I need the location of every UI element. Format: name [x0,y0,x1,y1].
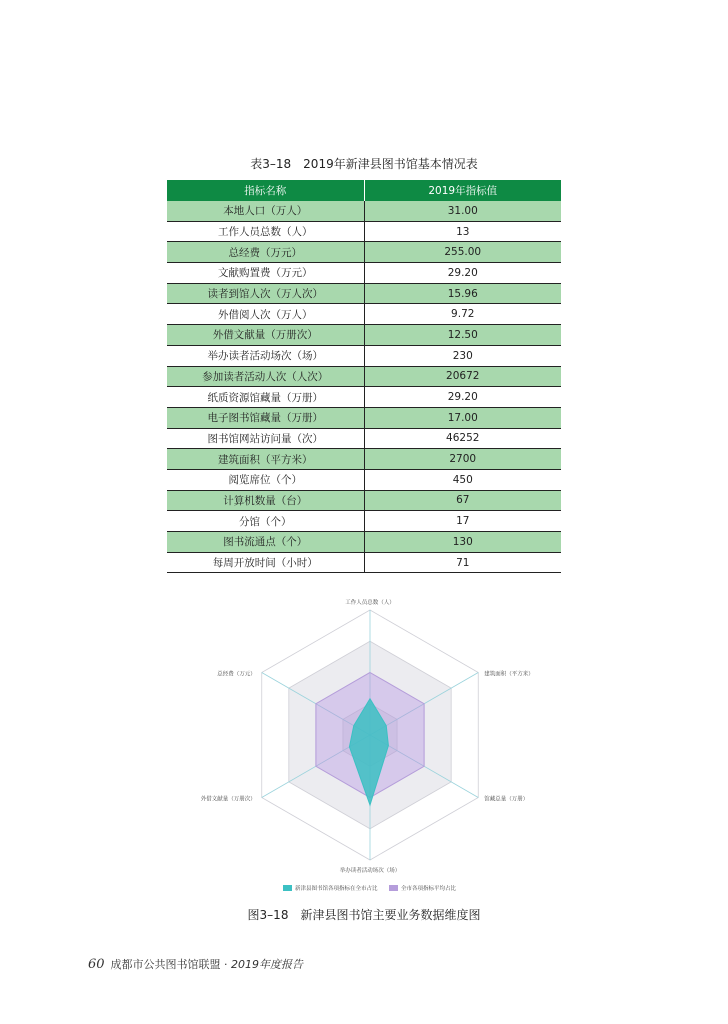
indicator-name-cell: 总经费（万元） [167,242,364,263]
legend-swatch [283,885,292,891]
indicator-name-cell: 外借文献量（万册次） [167,325,364,346]
indicator-value-cell: 130 [364,532,561,553]
radar-axis-label: 建筑面积（平方米） [484,671,534,678]
indicator-name-cell: 读者到馆人次（万人次） [167,283,364,304]
table-row [167,221,561,242]
indicator-value-cell: 31.00 [364,201,561,221]
footer-year: 2019年度报告 [231,958,304,971]
indicator-name-cell: 建筑面积（平方米） [167,449,364,470]
table-row [167,490,561,511]
table-row [167,242,561,263]
chart-caption: 图3–18 新津县图书馆主要业务数据维度图 [247,908,481,922]
radar-axis-label: 举办读者活动场次（场） [339,868,401,874]
table-row [167,428,561,449]
indicator-name-cell: 文献购置费（万元） [167,263,364,284]
radar-svg [165,585,575,900]
table-row [167,469,561,490]
legend-label: 全市各项指标平均占比 [401,886,457,892]
table-row [167,511,561,532]
indicator-value-cell: 17 [364,511,561,532]
footer-title: 成都市公共图书馆联盟 · [110,958,232,971]
indicator-value-cell: 12.50 [364,325,561,346]
indicator-name-cell: 参加读者活动人次（人次） [167,366,364,387]
table-row [167,345,561,366]
indicator-name-cell: 举办读者活动场次（场） [167,345,364,366]
indicator-value-cell: 450 [364,469,561,490]
indicator-value-cell: 29.20 [364,387,561,408]
page-footer [88,956,303,972]
stats-table [167,180,561,573]
legend-swatch [389,885,398,891]
indicator-value-cell: 17.00 [364,407,561,428]
table-row [167,263,561,284]
radar-axis-label: 馆藏总量（万册） [484,796,529,803]
table-row [167,325,561,346]
indicator-value-cell: 29.20 [364,263,561,284]
table-row [167,304,561,325]
header-value: 2019年指标值 [364,180,561,201]
radar-axis-label: 外借文献量（万册次） [200,796,256,803]
indicator-value-cell: 230 [364,345,561,366]
indicator-name-cell: 每周开放时间（小时） [167,552,364,573]
table-row [167,387,561,408]
indicator-name-cell: 图书馆网站访问量（次） [167,428,364,449]
indicator-value-cell: 71 [364,552,561,573]
indicator-name-cell: 电子图书馆藏量（万册） [167,407,364,428]
table-row [167,532,561,553]
indicator-value-cell: 255.00 [364,242,561,263]
indicator-value-cell: 15.96 [364,283,561,304]
indicator-value-cell: 2700 [364,449,561,470]
indicator-value-cell: 13 [364,221,561,242]
table-row [167,552,561,573]
indicator-name-cell: 图书流通点（个） [167,532,364,553]
indicator-name-cell: 外借阅人次（万人） [167,304,364,325]
indicator-name-cell: 分馆（个） [167,511,364,532]
indicator-name-cell: 阅览席位（个） [167,469,364,490]
indicator-name-cell: 本地人口（万人） [167,201,364,221]
table-row [167,366,561,387]
radar-chart [165,585,575,900]
table-row [167,201,561,221]
radar-axis-label: 工作人员总数（人） [345,600,395,606]
indicator-value-cell: 9.72 [364,304,561,325]
page-number: 60 [88,957,105,972]
indicator-value-cell: 67 [364,490,561,511]
indicator-name-cell: 工作人员总数（人） [167,221,364,242]
table-title: 表3–18 2019年新津县图书馆基本情况表 [250,157,478,171]
table-header-row [167,180,561,201]
indicator-name-cell: 计算机数量（台） [167,490,364,511]
table-row [167,449,561,470]
header-indicator: 指标名称 [167,180,364,201]
indicator-name-cell: 纸质资源馆藏量（万册） [167,387,364,408]
legend-label: 新津县图书馆各项指标在全市占比 [295,886,378,892]
table-row [167,283,561,304]
table-row [167,407,561,428]
indicator-value-cell: 20672 [364,366,561,387]
radar-axis-label: 总经费（万元） [217,671,256,678]
indicator-value-cell: 46252 [364,428,561,449]
